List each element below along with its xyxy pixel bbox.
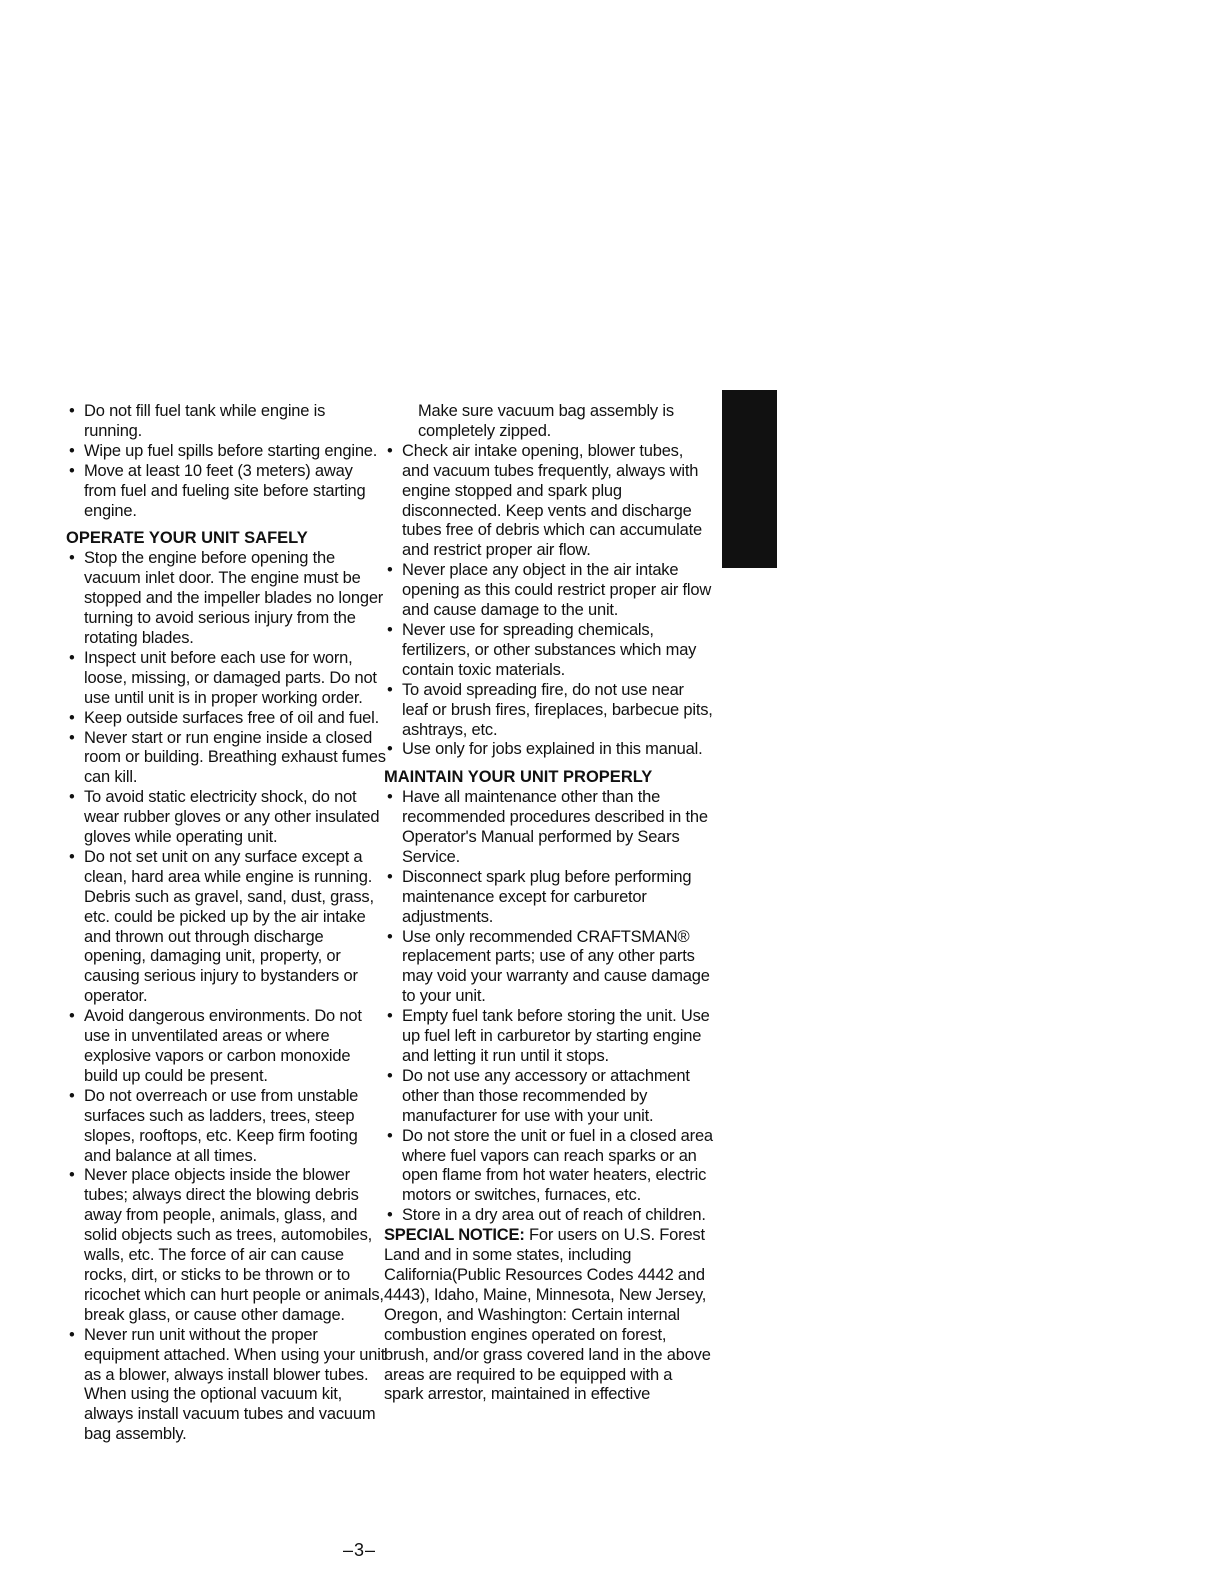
page-number: –3–: [343, 1540, 377, 1560]
list-item: • Wipe up fuel spills before starting engine.: [66, 442, 386, 462]
list-item: • Disconnect spark plug before performing maintenance except for carburetor adjustments.: [384, 868, 714, 928]
list-item: • Use only recommended CRAFTSMAN® replacement parts; use of any other parts may void your warranty and cause damage to your unit.: [384, 928, 714, 1008]
list-item: • Do not set unit on any surface except a clean, hard area while engine is running. Debris such as gravel, sand, dust, grass, etc. could be picked up by the air intake and thrown out through discharge opening, damaging unit, property, or causing serious injury to bystanders or operator.: [66, 848, 386, 1007]
list-item: • Never place objects inside the blower tubes; always direct the blowing debris away from people, animals, glass, and solid objects such as trees, automobiles, walls, etc. The force of air can cause rocks, dirt, or sticks to be thrown or to ricochet which can hurt people or animals, break glass, or cause other damage.: [66, 1166, 386, 1325]
special-notice: [384, 1226, 714, 1405]
section-tab-marker: [722, 390, 777, 568]
list-item: • Move at least 10 feet (3 meters) away from fuel and fueling site before starting engine.: [66, 462, 386, 522]
list-item: • Never run unit without the proper equipment attached. When using your unit as a blower, always install blower tubes. When using the optional vacuum kit, always install vacuum tubes and vacuum bag assembly.: [66, 1326, 386, 1445]
operate-safely-list-continued: [384, 442, 714, 761]
list-item: • Empty fuel tank before storing the unit. Use up fuel left in carburetor by starting engine and letting it run until it stops.: [384, 1007, 714, 1067]
list-item: • To avoid spreading fire, do not use near leaf or brush fires, fireplaces, barbecue pits, ashtrays, etc.: [384, 681, 714, 741]
list-item: • Never place any object in the air intake opening as this could restrict proper air flow and cause damage to the unit.: [384, 561, 714, 621]
list-item: • To avoid static electricity shock, do not wear rubber gloves or any other insulated gloves while operating unit.: [66, 788, 386, 848]
list-item: • Keep outside surfaces free of oil and fuel.: [66, 709, 386, 729]
list-item: • Check air intake opening, blower tubes, and vacuum tubes frequently, always with engine stopped and spark plug disconnected. Keep vents and discharge tubes free of debris which can accumulate and restrict proper air flow.: [384, 442, 714, 561]
list-item: • Inspect unit before each use for worn, loose, missing, or damaged parts. Do not use until unit is in proper working order.: [66, 649, 386, 709]
fuel-safety-list: [66, 402, 386, 521]
list-item: • Never use for spreading chemicals, fertilizers, or other substances which may contain toxic materials.: [384, 621, 714, 681]
list-item: • Do not use any accessory or attachment other than those recommended by manufacturer for use with your unit.: [384, 1067, 714, 1127]
list-item: • Store in a dry area out of reach of children.: [384, 1206, 714, 1226]
right-column: [384, 402, 714, 1405]
operate-safely-list: [66, 549, 386, 1445]
maintain-properly-list: [384, 788, 714, 1226]
list-item: • Do not fill fuel tank while engine is running.: [66, 402, 386, 442]
list-item: • Never start or run engine inside a closed room or building. Breathing exhaust fumes can kill.: [66, 729, 386, 789]
list-item: • Do not overreach or use from unstable surfaces such as ladders, trees, steep slopes, rooftops, etc. Keep firm footing and balance at all times.: [66, 1087, 386, 1167]
maintain-properly-heading: MAINTAIN YOUR UNIT PROPERLY: [384, 768, 653, 787]
special-notice-text: For users on U.S. Forest Land and in some states, including California(Public Resources Codes 4442 and 4443), Idaho, Maine, Minnesota, New Jersey, Oregon, and Washington: Certain internal combustion engines operated on forest, brush, and/or grass covered land in the above areas are required to be equipped with a spark arrestor, maintained in effective: [384, 1226, 711, 1404]
list-item: • Have all maintenance other than the recommended procedures described in the Operator's Manual performed by Sears Service.: [384, 788, 714, 868]
list-item: • Avoid dangerous environments. Do not use in unventilated areas or where explosive vapors or carbon monoxide build up could be present.: [66, 1007, 386, 1087]
list-item: • Stop the engine before opening the vacuum inlet door. The engine must be stopped and the impeller blades no longer turning to avoid serious injury from the rotating blades.: [66, 549, 386, 649]
special-notice-label: SPECIAL NOTICE:: [384, 1226, 525, 1245]
left-column: [66, 402, 386, 1445]
list-item: • Do not store the unit or fuel in a closed area where fuel vapors can reach sparks or an open flame from hot water heaters, electric motors or switches, furnaces, etc.: [384, 1127, 714, 1207]
list-item: • Use only for jobs explained in this manual.: [384, 740, 714, 760]
operate-safely-heading: OPERATE YOUR UNIT SAFELY: [66, 529, 308, 548]
continuation-text: Make sure vacuum bag assembly is completely zipped.: [418, 402, 674, 440]
